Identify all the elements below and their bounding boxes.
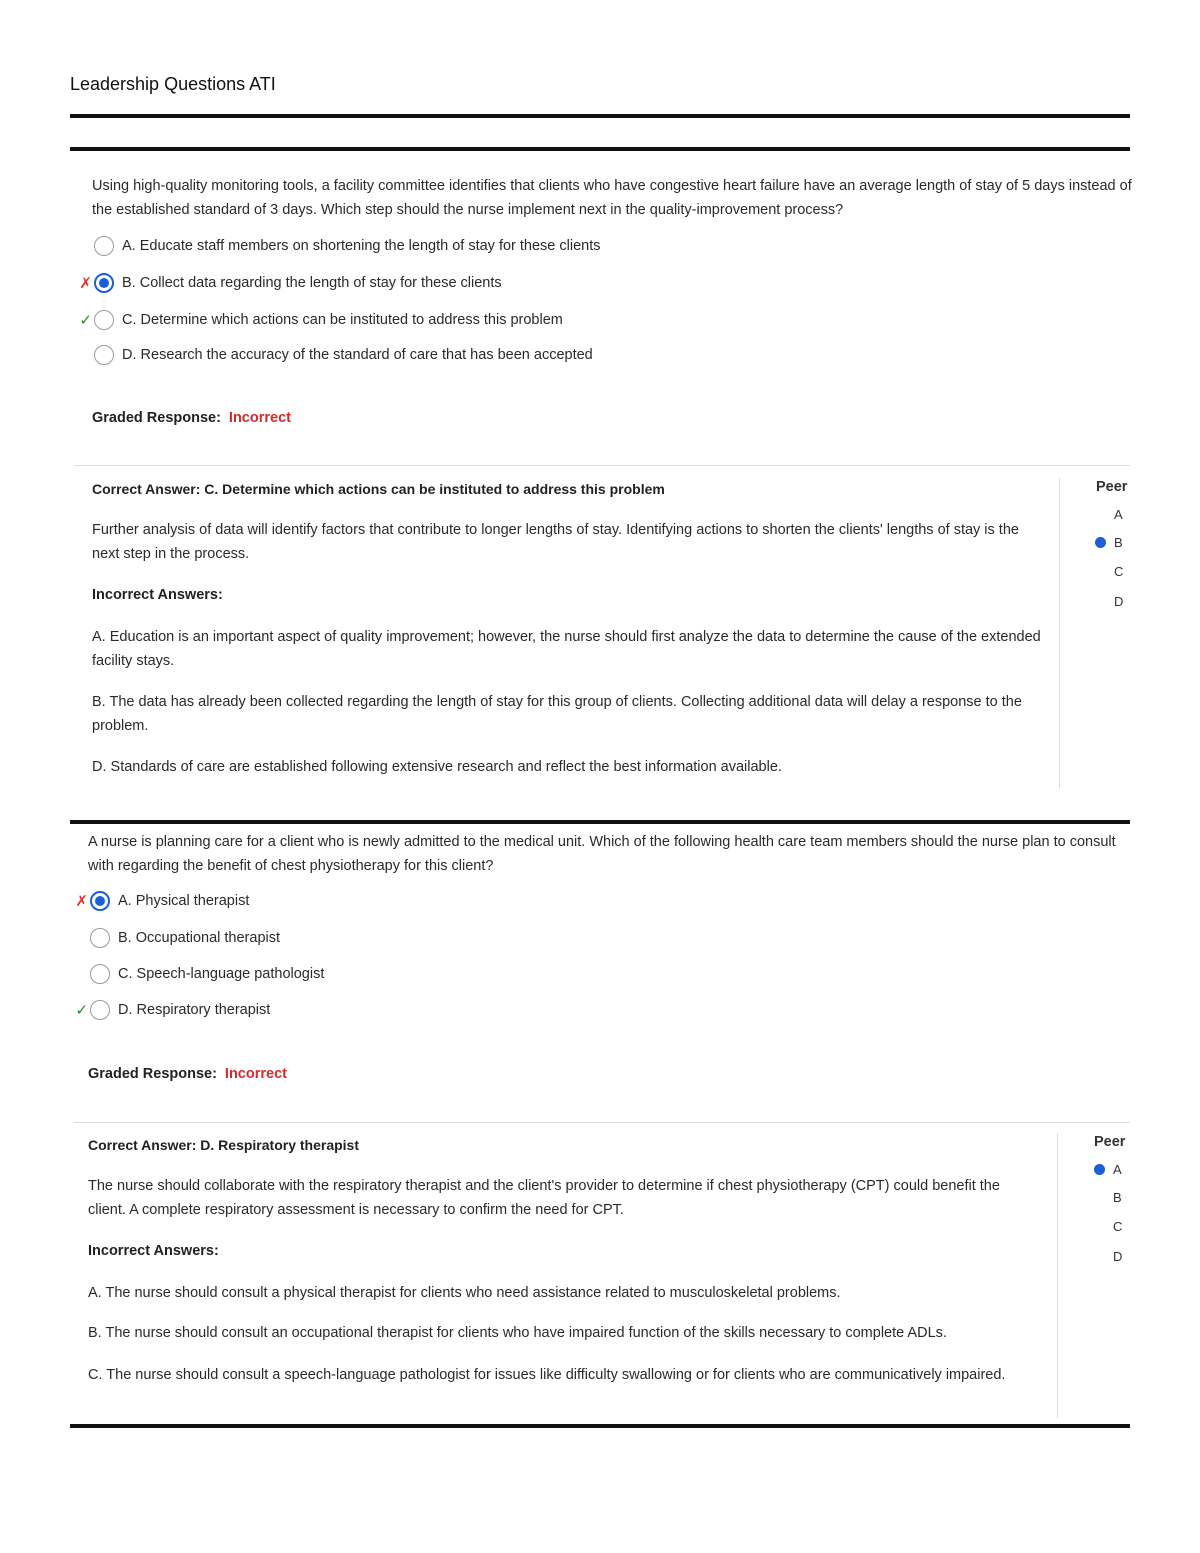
option-label: C. Speech-language pathologist xyxy=(118,966,325,982)
q1-rationale: Further analysis of data will identify factors that contribute to longer lengths of stay. Identifying actions to shorten the clients' lengths of stay is the next step in the process. xyxy=(92,522,1019,562)
q2-incorrect-a: A. The nurse should consult a physical therapist for clients who need assistance related to musculoskeletal problems. xyxy=(88,1285,841,1301)
peer-letter: B xyxy=(1113,1190,1122,1205)
incorrect-x-icon: ✗ xyxy=(79,275,92,292)
peer-letter: D xyxy=(1114,594,1124,609)
radio-icon[interactable] xyxy=(94,345,114,365)
radio-icon[interactable] xyxy=(94,236,114,256)
q1-incorrect-a: A. Education is an important aspect of quality improvement; however, the nurse should first analyze the data to determine the cause of the extended facility stays. xyxy=(92,629,1041,669)
q1-graded-response xyxy=(92,410,291,426)
correct-check-icon: ✓ xyxy=(75,1002,88,1019)
q2-incorrect-c: C. The nurse should consult a speech-language pathologist for issues like difficulty swallowing or for clients who are communicatively impaired. xyxy=(88,1367,1006,1383)
incorrect-x-icon: ✗ xyxy=(75,893,88,910)
q1-peer-d xyxy=(1095,594,1135,609)
q2-peer-a xyxy=(1094,1162,1134,1177)
q1-incorrect-b: B. The data has already been collected regarding the length of stay for this group of clients. Collecting additional data will delay a response to the problem. xyxy=(92,694,1022,734)
correct-check-icon: ✓ xyxy=(79,312,92,329)
question-1-text: Using high-quality monitoring tools, a facility committee identifies that clients who have congestive heart failure have an average length of stay of 5 days instead of the established standard of 3 days. Which step should the nurse implement next in the quality-improvement process? xyxy=(92,178,1132,218)
graded-label: Graded Response: xyxy=(92,410,221,426)
q1-option-c[interactable] xyxy=(78,308,563,332)
option-label: A. Physical therapist xyxy=(118,893,250,909)
q1-option-b[interactable] xyxy=(78,271,502,295)
peer-divider xyxy=(1057,1133,1058,1418)
q1-incorrect-label: Incorrect Answers: xyxy=(92,587,223,603)
q2-incorrect-label: Incorrect Answers: xyxy=(88,1243,219,1259)
radio-icon[interactable] xyxy=(90,1000,110,1020)
q2-peer-label: Peer xyxy=(1094,1134,1126,1150)
peer-letter: C xyxy=(1114,564,1124,579)
radio-selected-icon[interactable] xyxy=(90,891,110,911)
q1-correct-answer: Correct Answer: C. Determine which actions can be instituted to address this problem xyxy=(92,481,665,497)
option-label: D. Respiratory therapist xyxy=(118,1002,271,1018)
q2-incorrect-b: B. The nurse should consult an occupational therapist for clients who have impaired function of the skills necessary to complete ADLs. xyxy=(88,1325,947,1341)
peer-letter: C xyxy=(1113,1219,1123,1234)
peer-letter: A xyxy=(1113,1162,1122,1177)
question-2-text: A nurse is planning care for a client who is newly admitted to the medical unit. Which of the following health care team members should the nurse plan to consult with regarding the benefit of chest physiotherapy for this client? xyxy=(88,834,1116,874)
q2-correct-answer: Correct Answer: D. Respiratory therapist xyxy=(88,1137,359,1153)
peer-letter: B xyxy=(1114,535,1123,550)
radio-icon[interactable] xyxy=(90,928,110,948)
q1-peer-a xyxy=(1095,507,1135,522)
bottom-rule xyxy=(70,1424,1130,1428)
option-label: D. Research the accuracy of the standard of care that has been accepted xyxy=(122,347,593,363)
radio-icon[interactable] xyxy=(94,310,114,330)
option-label: B. Occupational therapist xyxy=(118,930,281,946)
graded-label: Graded Response: xyxy=(88,1066,217,1082)
q1-incorrect-d: D. Standards of care are established following extensive research and reflect the best information available. xyxy=(92,759,782,775)
divider xyxy=(74,1122,1130,1123)
q1-peer-c xyxy=(1095,564,1135,579)
q1-peer-label: Peer xyxy=(1096,479,1128,495)
q2-option-d[interactable] xyxy=(74,998,270,1022)
section-rule xyxy=(70,147,1130,151)
q2-rationale: The nurse should collaborate with the respiratory therapist and the client's provider to determine if chest physiotherapy (CPT) could benefit the client. A complete respiratory assessment is necessary to confirm the need for CPT. xyxy=(88,1178,1000,1218)
q2-peer-b xyxy=(1094,1190,1134,1205)
question-separator xyxy=(70,820,1130,824)
q2-graded-response xyxy=(88,1066,287,1082)
q2-peer-d xyxy=(1094,1249,1134,1264)
peer-letter: D xyxy=(1113,1249,1123,1264)
q1-option-a[interactable] xyxy=(78,234,601,258)
q2-option-b[interactable] xyxy=(74,926,280,950)
option-label: C. Determine which actions can be instituted to address this problem xyxy=(122,312,563,328)
divider xyxy=(74,465,1130,466)
q2-peer-c xyxy=(1094,1219,1134,1234)
option-label: A. Educate staff members on shortening the length of stay for these clients xyxy=(122,238,601,254)
peer-selected-dot-icon xyxy=(1094,1164,1105,1175)
peer-divider xyxy=(1059,478,1060,788)
q1-peer-b xyxy=(1095,535,1135,550)
graded-result: Incorrect xyxy=(228,410,291,426)
peer-selected-dot-icon xyxy=(1095,537,1106,548)
q2-option-a[interactable] xyxy=(74,889,249,913)
graded-result: Incorrect xyxy=(224,1066,287,1082)
q1-option-d[interactable] xyxy=(78,343,593,367)
header-rule xyxy=(70,114,1130,118)
radio-selected-icon[interactable] xyxy=(94,273,114,293)
document-title: Leadership Questions ATI xyxy=(70,74,276,94)
q2-option-c[interactable] xyxy=(74,962,324,986)
option-label: B. Collect data regarding the length of stay for these clients xyxy=(122,275,502,291)
peer-letter: A xyxy=(1114,507,1123,522)
radio-icon[interactable] xyxy=(90,964,110,984)
